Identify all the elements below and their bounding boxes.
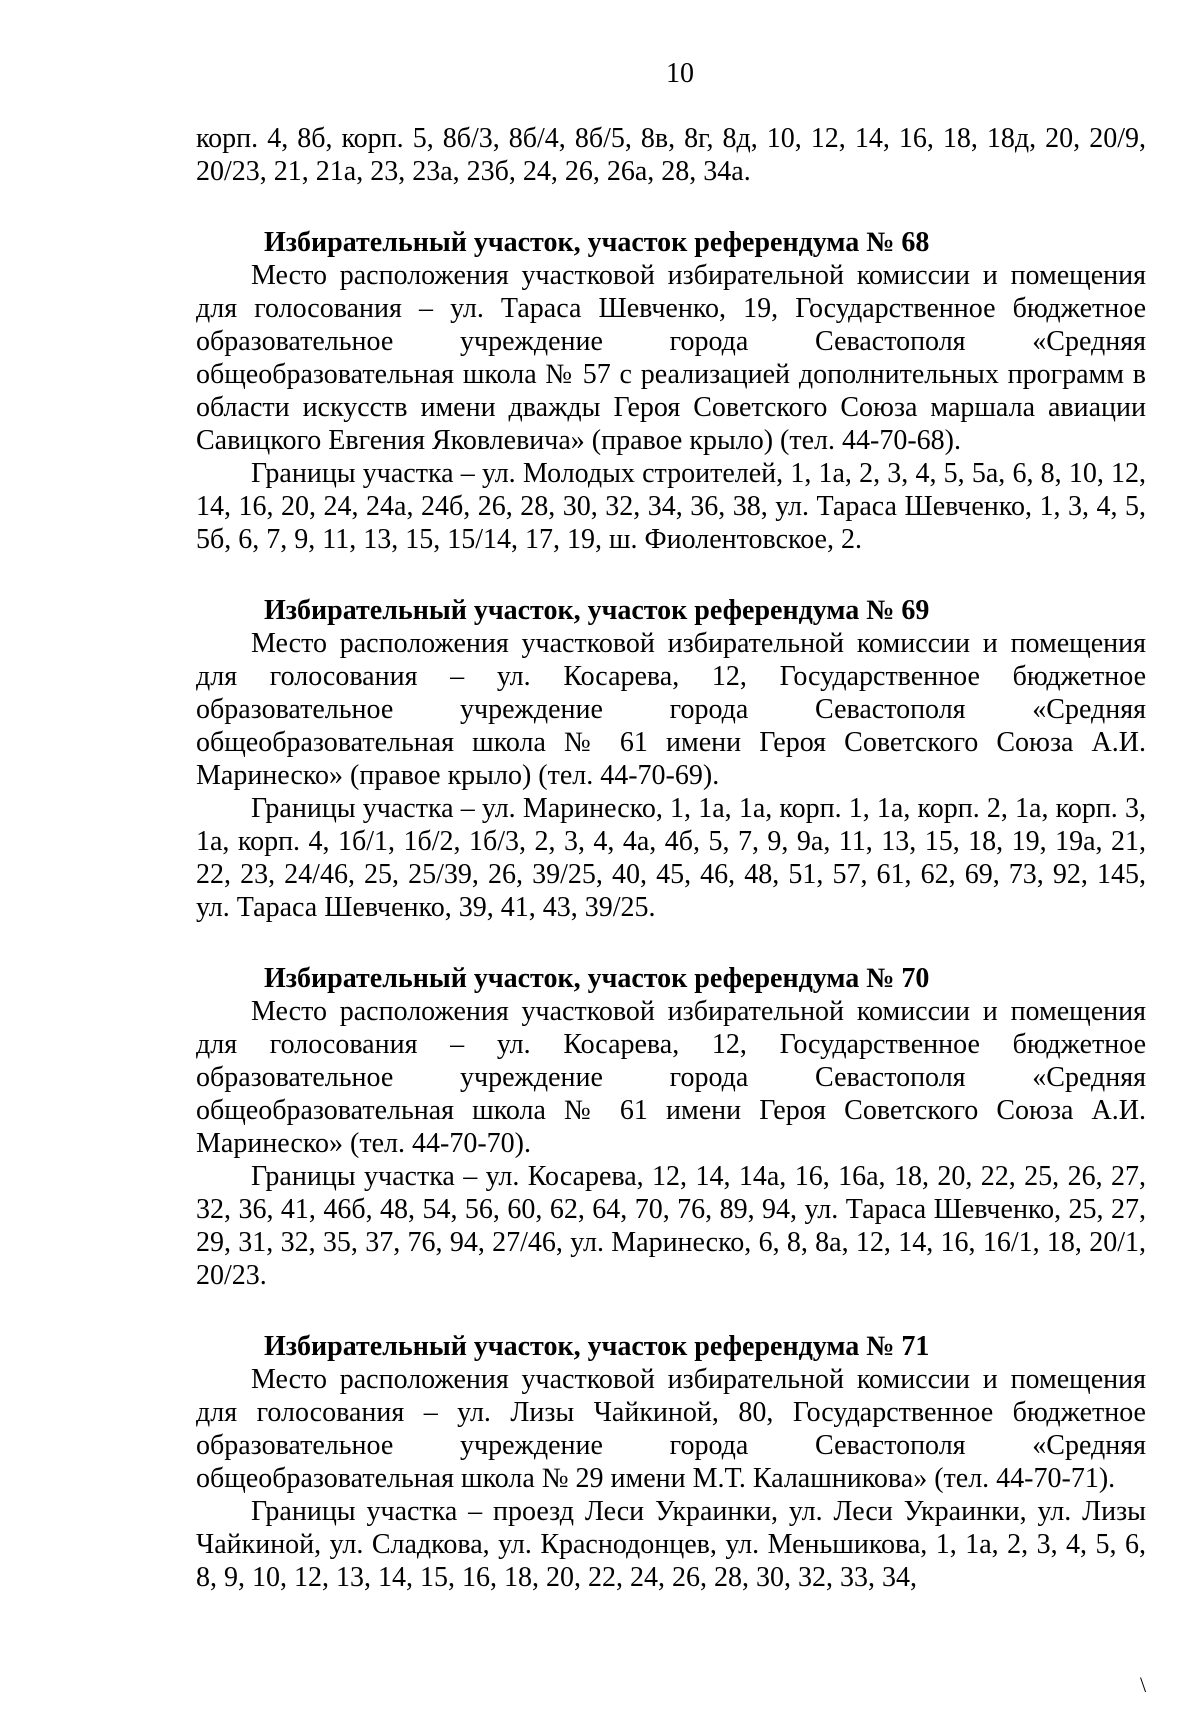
page-number: 10: [666, 58, 694, 89]
section-heading: Избирательный участок, участок референдума № 70: [264, 963, 930, 994]
continuation-paragraph: корп. 4, 8б, корп. 5, 8б/3, 8б/4, 8б/5, 8в, 8г, 8д, 10, 12, 14, 16, 18, 18д, 20, 20/9, 20/23, 21, 21а, 23, 23а, 23б, 24, 26, 26а, 28, 34а.: [196, 123, 1146, 187]
section-heading: Избирательный участок, участок референдума № 71: [264, 1331, 930, 1362]
scan-mark: \: [1140, 1672, 1147, 1697]
section-68: [196, 226, 1146, 556]
section-heading: Избирательный участок, участок референдума № 69: [264, 595, 930, 626]
section-70: [196, 962, 1146, 1292]
section-71: [196, 1330, 1146, 1594]
boundaries-paragraph: Границы участка – ул. Молодых строителей, 1, 1а, 2, 3, 4, 5, 5а, 6, 8, 10, 12, 14, 16, 20, 24, 24а, 24б, 26, 28, 30, 32, 34, 36, 38, ул. Тараса Шевченко, 1, 3, 4, 5, 5б, 6, 7, 9, 11, 13, 15, 15/14, 17, 19, ш. Фиолентовское, 2.: [196, 458, 1146, 555]
document-body: [196, 122, 1146, 1594]
location-paragraph: Место расположения участковой избирательной комиссии и помещения для голосования – ул. Лизы Чайкиной, 80, Государственное бюджетное образовательное учреждение города Севастополя «Средняя общеобразовательная школа № 29 имени М.Т. Калашникова» (тел. 44-70-71).: [196, 1364, 1146, 1494]
boundaries-paragraph: Границы участка – ул. Косарева, 12, 14, 14а, 16, 16а, 18, 20, 22, 25, 26, 27, 32, 36, 41, 46б, 48, 54, 56, 60, 62, 64, 70, 76, 89, 94, ул. Тараса Шевченко, 25, 27, 29, 31, 32, 35, 37, 76, 94, 27/46, ул. Маринеско, 6, 8, 8а, 12, 14, 16, 16/1, 18, 20/1, 20/23.: [196, 1161, 1146, 1291]
boundaries-paragraph: Границы участка – проезд Леси Украинки, ул. Леси Украинки, ул. Лизы Чайкиной, ул. Сладкова, ул. Краснодонцев, ул. Меньшикова, 1, 1а, 2, 3, 4, 5, 6, 8, 9, 10, 12, 13, 14, 15, 16, 18, 20, 22, 24, 26, 28, 30, 32, 33, 34,: [196, 1496, 1146, 1593]
location-paragraph: Место расположения участковой избирательной комиссии и помещения для голосования – ул. Тараса Шевченко, 19, Государственное бюджетное образовательное учреждение города Севастополя «Средняя общеобразовательная школа № 57 с реализацией дополнительных программ в области искусств имени дважды Героя Советского Союза маршала авиации Савицкого Евгения Яковлевича» (правое крыло) (тел. 44-70-68).: [196, 260, 1146, 456]
boundaries-paragraph: Границы участка – ул. Маринеско, 1, 1а, 1а, корп. 1, 1а, корп. 2, 1а, корп. 3, 1а, корп. 4, 1б/1, 1б/2, 1б/3, 2, 3, 4, 4а, 4б, 5, 7, 9, 9а, 11, 13, 15, 18, 19, 19а, 21, 22, 23, 24/46, 25, 25/39, 26, 39/25, 40, 45, 46, 48, 51, 57, 61, 62, 69, 73, 92, 145, ул. Тараса Шевченко, 39, 41, 43, 39/25.: [196, 793, 1146, 923]
location-paragraph: Место расположения участковой избирательной комиссии и помещения для голосования – ул. Косарева, 12, Государственное бюджетное образовательное учреждение города Севастополя «Средняя общеобразовательная школа № 61 имени Героя Советского Союза А.И. Маринеско» (правое крыло) (тел. 44-70-69).: [196, 628, 1146, 791]
section-heading: Избирательный участок, участок референдума № 68: [264, 227, 930, 258]
section-69: [196, 594, 1146, 924]
location-paragraph: Место расположения участковой избирательной комиссии и помещения для голосования – ул. Косарева, 12, Государственное бюджетное образовательное учреждение города Севастополя «Средняя общеобразовательная школа № 61 имени Героя Советского Союза А.И. Маринеско» (тел. 44-70-70).: [196, 996, 1146, 1159]
